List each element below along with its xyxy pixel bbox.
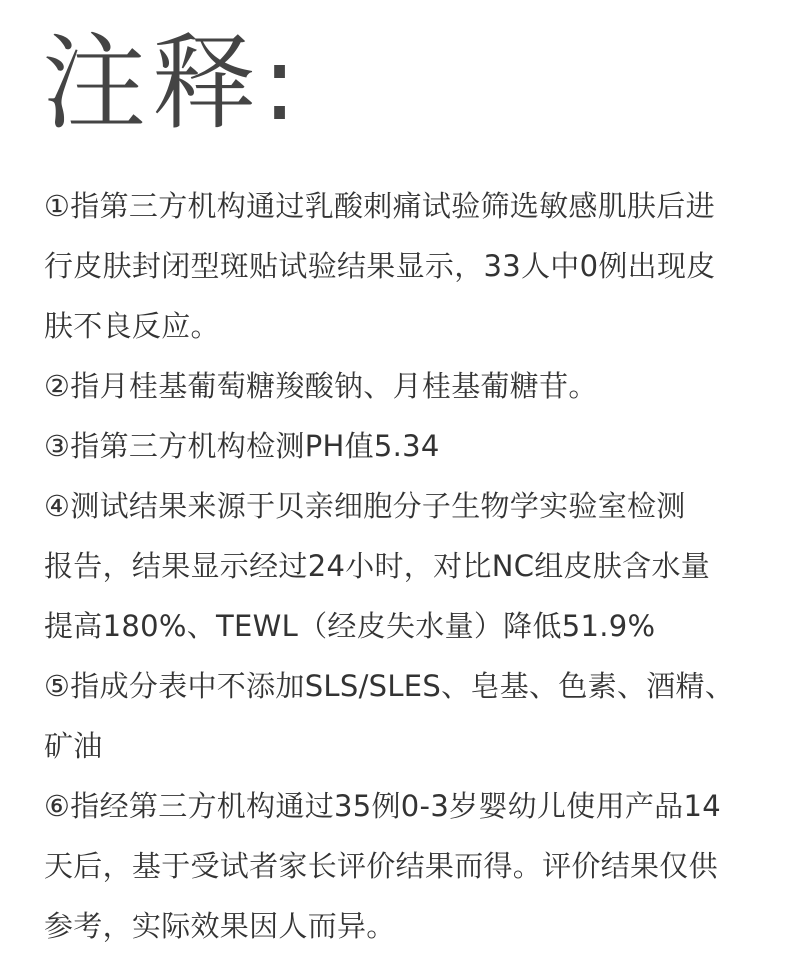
note-line: 矿油 (44, 729, 103, 763)
note-line: 肤不良反应。 (44, 309, 220, 343)
note-line: ④测试结果来源于贝亲细胞分子生物学实验室检测 (44, 489, 686, 523)
notes-list (44, 176, 764, 956)
note-line: ①指第三方机构通过乳酸刺痛试验筛选敏感肌肤后进 (44, 189, 715, 223)
note-line: ②指月桂基葡萄糖羧酸钠、月桂基葡糖苷。 (44, 369, 598, 403)
note-line: 参考，实际效果因人而异。 (44, 909, 396, 943)
note-line: 报告，结果显示经过24小时，对比NC组皮肤含水量 (44, 549, 711, 583)
note-line: 天后，基于受试者家长评价结果而得。评价结果仅供 (44, 849, 718, 883)
note-line: ⑤指成分表中不添加SLS/SLES、皂基、色素、酒精、 (44, 669, 735, 703)
note-line: ⑥指经第三方机构通过35例0-3岁婴幼儿使用产品14 (44, 789, 721, 823)
note-line: 行皮肤封闭型斑贴试验结果显示，33人中0例出现皮 (44, 249, 716, 283)
page-title: 注释: (42, 22, 304, 144)
note-line: 提高180%、TEWL（经皮失水量）降低51.9% (44, 609, 656, 643)
note-line: ③指第三方机构检测PH值5.34 (44, 429, 440, 463)
